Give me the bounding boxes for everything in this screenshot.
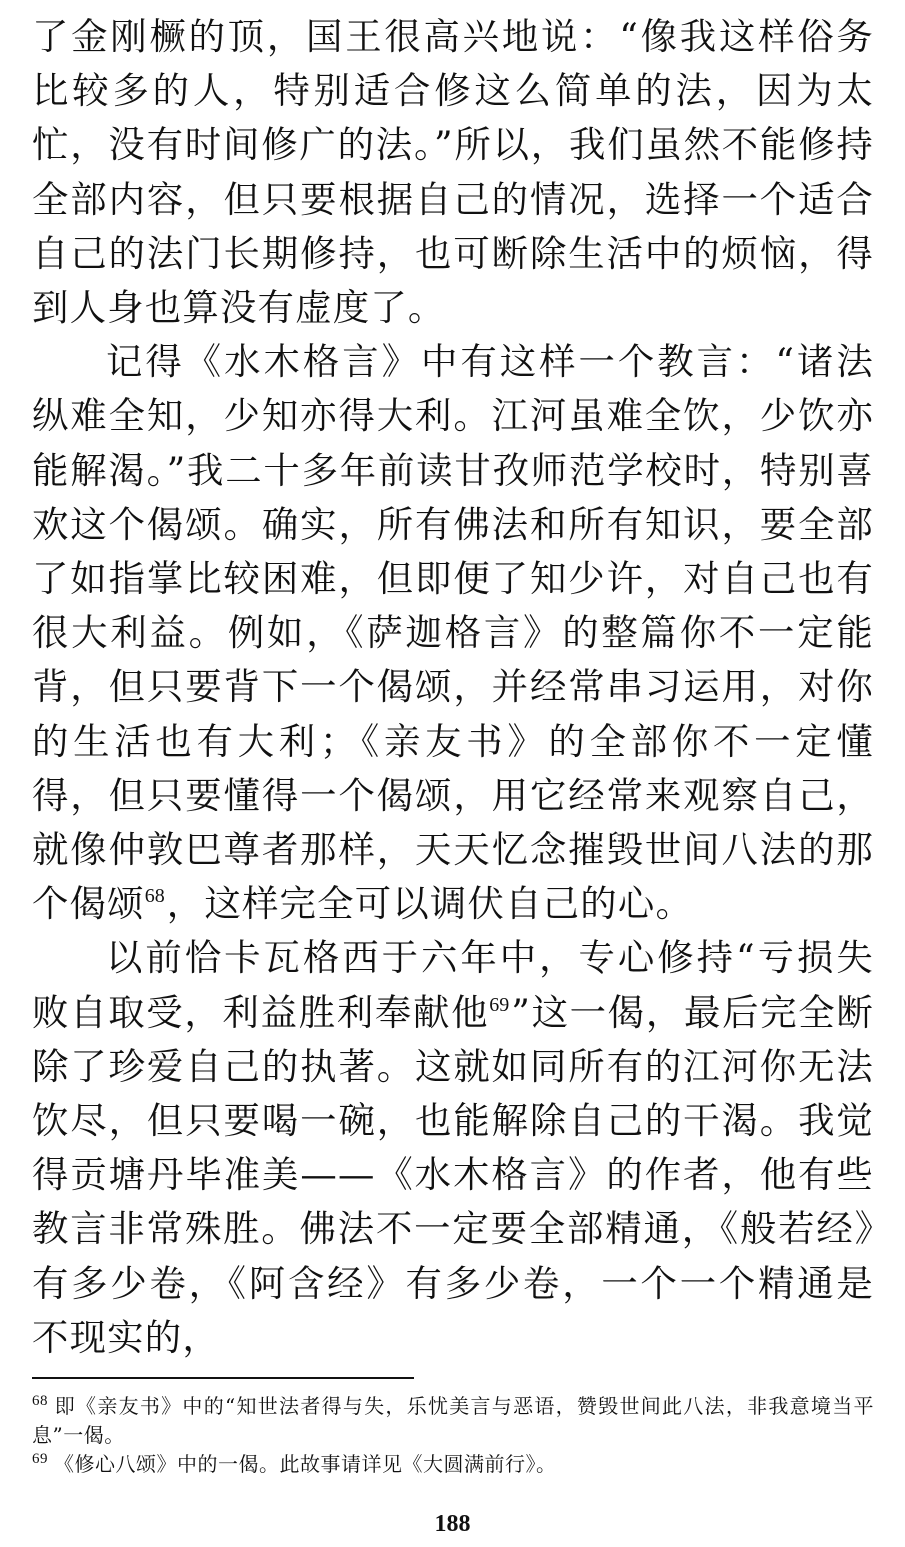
footnotes — [32, 1392, 874, 1479]
paragraph — [32, 10, 874, 335]
footnote-69 — [32, 1450, 874, 1479]
footnote-divider — [32, 1377, 414, 1379]
paragraph — [32, 335, 874, 931]
paragraph-text: 记得《水木格言》中有这样一个教言：“诸法纵难全知，少知亦得大利。江河虽难全饮，少饮亦能解渴。”我二十多年前读甘孜师范学校时，特别喜欢这个偈颂。确实，所有佛法和所有知识，要全部了如指掌比较困难，但即便了知少许，对自己也有很大利益。例如，《萨迦格言》的整篇你不一定能背，但只要背下一个偈颂，并经常串习运用，对你的生活也有大利；《亲友书》的全部你不一定懂得，但只要懂得一个偈颂，用它经常来观察自己，就像仲敦巴尊者那样，天天忆念摧毁世间八法的那个偈颂 — [32, 340, 874, 926]
paragraph-text: ”这一偈，最后完全断除了珍爱自己的执著。这就如同所有的江河你无法饮尽，但只要喝一碗，也能解除自己的干渴。我觉得贡塘丹毕准美——《水木格言》的作者，他有些教言非常殊胜。佛法不一定要全部精通，《般若经》有多少卷，《阿含经》有多少卷，一个一个精通是不现实的， — [32, 990, 874, 1359]
body-text — [32, 10, 874, 1365]
footnote-text: 即《亲友书》中的“知世法者得与失，乐忧美言与恶语，赞毁世间此八法，非我意境当平息”一偈。 — [32, 1394, 874, 1447]
footnote-ref-68[interactable]: 68 — [144, 885, 165, 908]
paragraph-text: ，这样完全可以调伏自己的心。 — [166, 882, 694, 926]
footnote-ref-69[interactable]: 69 — [489, 993, 510, 1016]
footnote-text: 《修心八颂》中的一偈。此故事请详见《大圆满前行》。 — [54, 1452, 557, 1476]
page-number: 188 — [434, 1511, 471, 1537]
footnote-68 — [32, 1392, 874, 1450]
paragraph — [32, 931, 874, 1365]
footnote-number: 68 — [32, 1393, 48, 1409]
footnote-number: 69 — [32, 1451, 48, 1467]
paragraph-text: 了金刚橛的顶，国王很高兴地说：“像我这样俗务比较多的人，特别适合修这么简单的法，因为太忙，没有时间修广的法。”所以，我们虽然不能修持全部内容，但只要根据自己的情况，选择一个适合自己的法门长期修持，也可断除生活中的烦恼，得到人身也算没有虚度了。 — [32, 15, 874, 330]
paragraph-text: 以前恰卡瓦格西于六年中，专心修持“亏损失败自取受，利益胜利奉献他 — [32, 936, 874, 1034]
